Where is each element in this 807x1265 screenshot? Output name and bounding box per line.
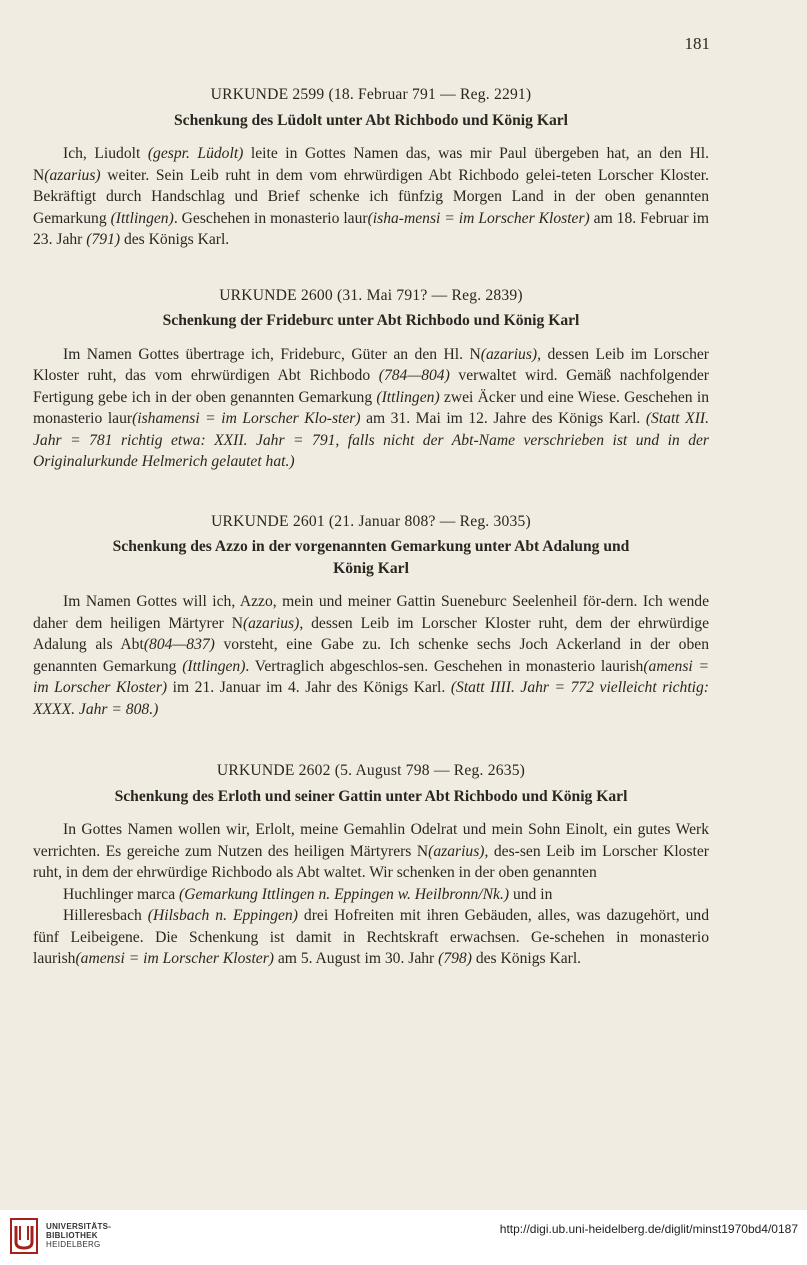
- paragraph: [33, 143, 709, 251]
- italic-run: (791): [86, 231, 121, 248]
- urkunde-title: Schenkung des Lüdolt unter Abt Richbodo und König Karl: [173, 111, 568, 129]
- italic-run: (798): [438, 950, 472, 967]
- text-run: vorsteht, eine Gabe zu. Ich schenke sechs Joch Ackerland in der oben genannten Gemarkung: [33, 636, 709, 675]
- footer-bar: [0, 1210, 807, 1265]
- text-run: im 21. Januar im 4. Jahr des Königs Karl.: [167, 679, 451, 696]
- text-run: . Geschehen in monasterio laur: [173, 209, 368, 227]
- urkunde-heading: URKUNDE 2601 (21. Januar 808? — Reg. 3035): [211, 512, 531, 530]
- text-run: am 31. Mai im 12. Jahre des Königs Karl.: [360, 410, 646, 427]
- library-name-line3: HEIDELBERG: [46, 1240, 101, 1249]
- italic-run: (Gemarkung Ittlingen n. Eppingen w. Heilbronn/Nk.): [179, 885, 510, 903]
- paragraph: [33, 905, 709, 970]
- library-name-line1: UNIVERSITÄTS-: [46, 1222, 112, 1231]
- text-run: zwei Äcker und eine Wiese. Geschehen in monasterio laur: [33, 388, 709, 427]
- text-run: verwaltet wird. Gemäß nachfolgender Fertigung gebe ich in der oben genannten Gemarkung: [33, 367, 709, 406]
- text-run: , des-sen Leib im Lorscher Kloster ruht, in dem der ehrwürdige Richbodo als Abt waltet. Wir schenken in der oben genannten: [33, 842, 709, 881]
- page-number: 181: [684, 34, 710, 53]
- text-run: Ich, Liudolt: [63, 145, 148, 162]
- text-run: und in: [509, 885, 553, 903]
- urkunde-title: Schenkung der Frideburc unter Abt Richbodo und König Karl: [162, 312, 580, 329]
- text-run: Im Namen Gottes will ich, Azzo, mein und meiner Gattin Sueneburc Seelenheil för-dern. Ich wende daher dem heiligen Märtyrer N: [33, 593, 709, 632]
- italic-run: (Statt XII. Jahr = 781 richtig etwa: XXII. Jahr = 791, falls nicht der Abt-Name verschrieben ist und in der Originalurkunde Helmerich gelautet hat.): [33, 410, 709, 470]
- library-name: [46, 1222, 111, 1249]
- italic-run: (ishamensi = im Lorscher Klo-ster): [132, 410, 361, 427]
- italic-run: (azarius): [480, 345, 538, 363]
- urkunde-title: Schenkung des Azzo in der vorgenannten Gemarkung unter Abt Adalung und König Karl: [112, 538, 630, 577]
- text-run: Im Namen Gottes übertrage ich, Frideburc, Güter an den Hl. N: [63, 345, 481, 363]
- page-text: [33, 84, 709, 1004]
- paragraph: [33, 884, 709, 906]
- urkunde-body: [33, 344, 709, 473]
- text-run: In Gottes Namen wollen wir, Erlolt, meine Gemahlin Odelrat und mein Sohn Einolt, ein gutes Werk verrichten. Es gereiche zum Nutzen des heiligen Märtyrers N: [33, 821, 709, 860]
- paragraph: [33, 344, 709, 473]
- italic-run: (azarius): [428, 842, 485, 860]
- urkunde-body: [33, 143, 709, 251]
- text-run: Huchlinger marca: [63, 885, 180, 903]
- urkunde-heading: URKUNDE 2599 (18. Februar 791 — Reg. 2291): [210, 86, 532, 103]
- paragraph: [33, 819, 709, 884]
- italic-run: (Ittlingen): [182, 657, 246, 675]
- urkunde-2601: [33, 511, 709, 721]
- text-run: drei Hofreiten mit ihren Gebäuden, alles, was dazugehört, und fünf Leibeigene. Die Schenkung ist damit in Rechtskraft erwachsen. Ge-schehen in monasterio laurish: [33, 907, 710, 967]
- urkunde-2599: [33, 84, 709, 251]
- urkunde-title: Schenkung des Erloth und seiner Gattin unter Abt Richbodo und König Karl: [114, 787, 628, 805]
- text-run: des Königs Karl.: [120, 231, 230, 248]
- italic-run: (gespr. Lüdolt): [147, 145, 244, 162]
- text-run: des Königs Karl.: [471, 950, 582, 967]
- text-run: , dessen Leib im Lorscher Kloster ruht, das vom ehrwürdigen Abt Richbodo: [33, 345, 709, 384]
- text-run: Hilleresbach: [63, 907, 148, 924]
- italic-run: (azarius): [242, 614, 300, 632]
- urkunde-body: [33, 819, 709, 970]
- italic-run: (Statt IIII. Jahr = 772 vielleicht richtig: XXXX. Jahr = 808.): [33, 679, 709, 718]
- italic-run: (azarius): [44, 166, 101, 184]
- text-run: . Vertraglich abgeschlos-sen. Geschehen in monasterio laurish: [245, 657, 644, 675]
- urkunde-body: [33, 591, 709, 720]
- urkunde-heading: URKUNDE 2602 (5. August 798 — Reg. 2635): [216, 762, 526, 779]
- urkunde-heading: URKUNDE 2600 (31. Mai 791? — Reg. 2839): [219, 286, 523, 304]
- italic-run: (amensi = im Lorscher Kloster): [75, 950, 274, 967]
- text-run: leite in Gottes Namen das, was mir Paul übergeben hat, an den Hl. N: [33, 145, 709, 184]
- library-name-line2: BIBLIOTHEK: [46, 1231, 98, 1240]
- italic-run: (Hilsbach n. Eppingen): [147, 907, 298, 924]
- urkunde-2600: [33, 285, 709, 473]
- text-run: am 5. August im 30. Jahr: [273, 950, 439, 967]
- italic-run: (Ittlingen): [110, 209, 174, 227]
- text-run: am 18. Februar im 23. Jahr: [33, 209, 710, 248]
- italic-run: (Ittlingen): [376, 388, 440, 406]
- urkunde-2602: [33, 760, 709, 970]
- italic-run: (amensi = im Lorscher Kloster): [33, 657, 709, 696]
- italic-run: (784—804): [378, 367, 450, 384]
- library-logo-icon: [10, 1218, 38, 1254]
- italic-run: (804—837): [143, 636, 215, 653]
- text-run: weiter. Sein Leib ruht in dem vom ehrwürdigen Abt Richbodo gelei-teten Lorscher Kloster. Bekräftigt durch Handschlag und Brief schenke ich fünfzig Morgen Land in der oben genannten Gemarkung: [33, 166, 709, 227]
- paragraph: [33, 591, 709, 720]
- text-run: , dessen Leib im Lorscher Kloster ruht, dem der ehrwürdige Adalung als Abt: [33, 614, 710, 653]
- italic-run: (isha-mensi = im Lorscher Kloster): [367, 209, 590, 227]
- source-url-link[interactable]: http://digi.ub.uni-heidelberg.de/diglit/minst1970bd4/0187: [499, 1222, 798, 1236]
